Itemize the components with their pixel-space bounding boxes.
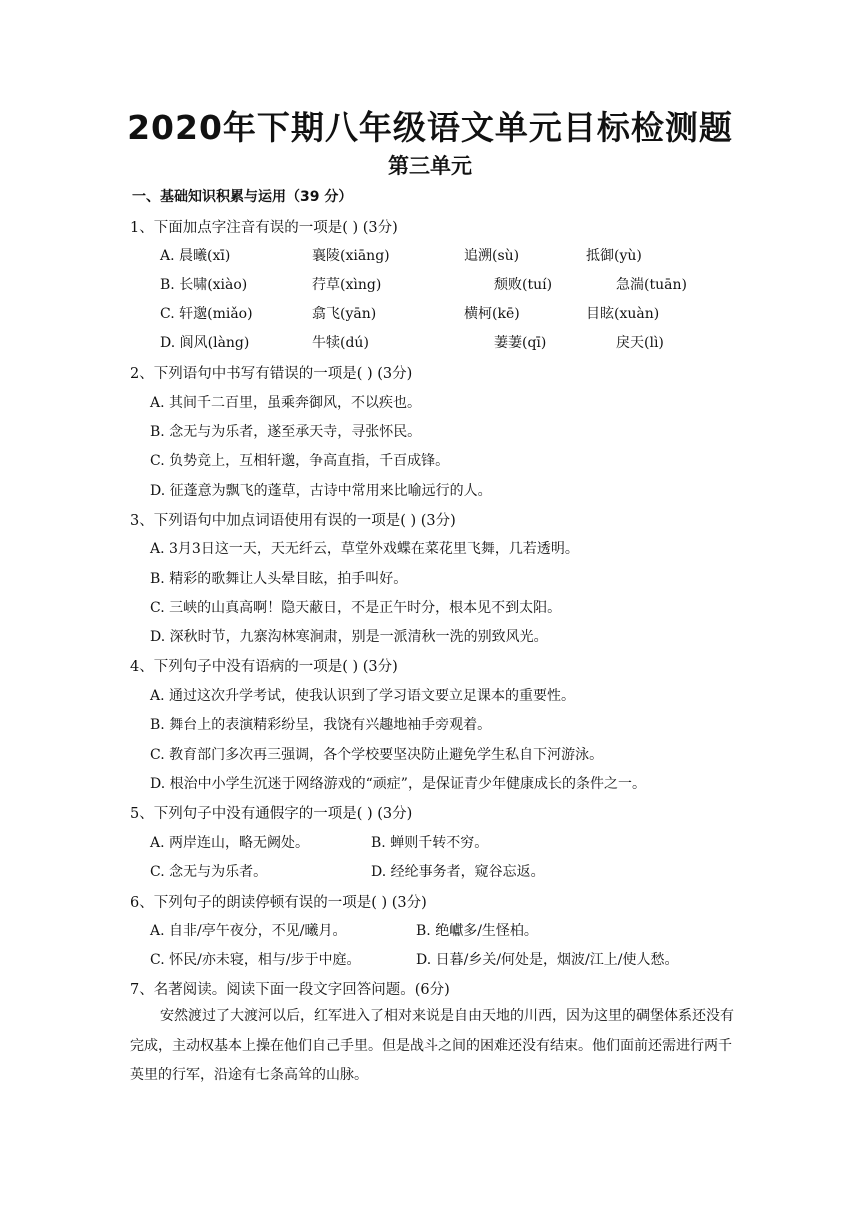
- section-heading: 一、基础知识积累与运用（39 分）: [132, 189, 353, 205]
- q5-option-d: D. 经纶事务者，窥谷忘返。: [371, 864, 545, 880]
- q1-option-a-word4: 抵御(yù): [586, 248, 642, 264]
- q1-option-a: A. 晨曦(xī): [160, 248, 231, 264]
- q1-option-a-word2: 襄陵(xiāng): [312, 248, 390, 264]
- q1-option-c-word2: 翕飞(yān): [312, 306, 377, 322]
- q5-option-a: A. 两岸连山，略无阙处。: [150, 835, 310, 851]
- q6-option-a: A. 自非/亭午夜分，不见/曦月。: [150, 923, 347, 939]
- q2-option-b: B. 念无与为乐者，遂至承天寺，寻张怀民。: [150, 424, 422, 440]
- q1-option-c: C. 轩邈(miǎo): [160, 306, 253, 322]
- q5-option-c: C. 念无与为乐者。: [150, 864, 268, 880]
- question-5-stem: 5、下列句子中没有通假字的一项是( ) (3分): [130, 806, 413, 822]
- q1-option-b: B. 长啸(xiào): [160, 277, 248, 293]
- q2-option-a: A. 其间千二百里，虽乘奔御风，不以疾也。: [150, 395, 422, 411]
- question-7-stem: 7、名著阅读。阅读下面一段文字回答问题。(6分): [130, 982, 450, 998]
- q6-option-d: D. 日暮/乡关/何处是，烟波/江上/使人愁。: [416, 952, 679, 968]
- q3-option-a: A. 3月3日这一天，天无纤云，草堂外戏蝶在菜花里飞舞，几若透明。: [150, 541, 579, 557]
- question-2-stem: 2、下列语句中书写有错误的一项是( ) (3分): [130, 366, 413, 382]
- q4-option-a: A. 通过这次升学考试，使我认识到了学习语文要立足课本的重要性。: [150, 688, 576, 704]
- q1-option-d-word4: 戾天(lì): [616, 335, 664, 351]
- q1-option-b-word4: 急湍(tuān): [616, 277, 687, 293]
- reading-passage: 安然渡过了大渡河以后，红军进入了相对来说是自由天地的川西，因为这里的碉堡体系还没有完成，主动权基本上操在他们自己手里。但是战斗之间的困难还没有结束。他们面前还需进行两千英里的行军，沿途有七条高耸的山脉。: [130, 1008, 734, 1083]
- question-6-stem: 6、下列句子的朗读停顿有误的一项是( ) (3分): [130, 895, 427, 911]
- question-3-stem: 3、下列语句中加点词语使用有误的一项是( ) (3分): [130, 513, 456, 529]
- q4-option-d: D. 根治中小学生沉迷于网络游戏的“顽症”，是保证青少年健康成长的条件之一。: [150, 776, 646, 792]
- q3-option-d: D. 深秋时节，九寨沟林寒涧肃，别是一派清秋一洗的别致风光。: [150, 629, 548, 645]
- q1-option-c-word3: 横柯(kē): [464, 306, 520, 322]
- q3-option-b: B. 精彩的歌舞让人头晕目眩，拍手叫好。: [150, 571, 408, 587]
- question-4-stem: 4、下列句子中没有语病的一项是( ) (3分): [130, 659, 398, 675]
- q1-option-a-word3: 追溯(sù): [464, 248, 520, 264]
- q1-option-b-word3: 颓败(tuí): [494, 277, 553, 293]
- q4-option-b: B. 舞台上的表演精彩纷呈，我饶有兴趣地袖手旁观着。: [150, 717, 492, 733]
- page-subtitle: 第三单元: [388, 154, 472, 178]
- q1-option-d-word3: 萋萋(qī): [494, 335, 547, 351]
- q6-option-b: B. 绝巘多/生怪柏。: [416, 923, 538, 939]
- q6-option-c: C. 怀民/亦未寝，相与/步于中庭。: [150, 952, 361, 968]
- q1-option-d-word2: 牛犊(dú): [312, 335, 369, 351]
- q4-option-c: C. 教育部门多次再三强调，各个学校要坚决防止避免学生私自下河游泳。: [150, 747, 604, 763]
- question-1-stem: 1、下面加点字注音有误的一项是( ) (3分): [130, 220, 398, 236]
- q3-option-c: C. 三峡的山真高啊！隐天蔽日，不是正午时分，根本见不到太阳。: [150, 600, 562, 616]
- q1-option-c-word4: 目眩(xuàn): [586, 306, 660, 322]
- q1-option-b-word2: 荇草(xìng): [312, 277, 382, 293]
- q1-option-d: D. 阆风(làng): [160, 335, 250, 351]
- q2-option-c: C. 负势竞上，互相轩邈，争高直指，千百成锋。: [150, 453, 450, 469]
- q5-option-b: B. 蝉则千转不穷。: [371, 835, 489, 851]
- q2-option-d: D. 征蓬意为飘飞的蓬草，古诗中常用来比喻远行的人。: [150, 483, 492, 499]
- page-title: 2020年下期八年级语文单元目标检测题: [127, 108, 733, 147]
